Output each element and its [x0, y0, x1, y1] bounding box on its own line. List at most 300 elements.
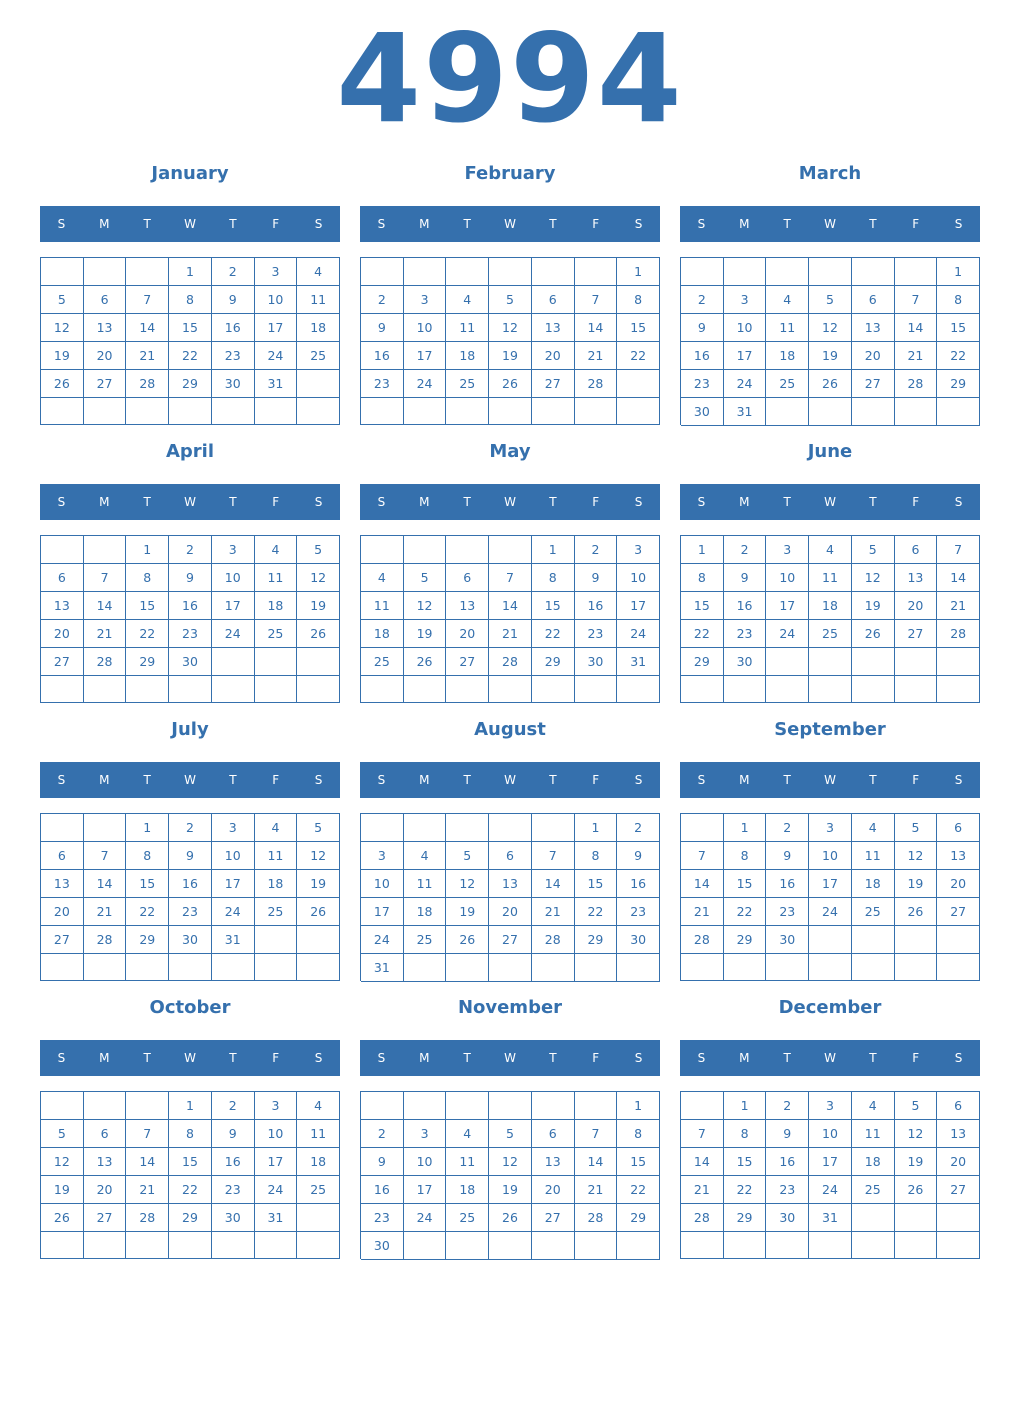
weekday-label: S [377, 217, 386, 231]
day-cell: 11 [404, 870, 447, 898]
day-cell: 15 [724, 1148, 767, 1176]
empty-day-cell [84, 258, 127, 286]
day-cell: 24 [255, 1176, 298, 1204]
day-cell: 21 [84, 620, 127, 648]
day-cell: 25 [404, 926, 447, 954]
empty-day-cell [809, 648, 852, 676]
day-cell: 2 [766, 814, 809, 842]
day-cell: 7 [126, 1120, 169, 1148]
day-cell: 19 [297, 592, 340, 620]
day-cell: 5 [41, 286, 84, 314]
weekday-label: S [634, 773, 643, 787]
day-cell: 12 [809, 314, 852, 342]
day-cell: 6 [937, 1092, 980, 1120]
day-cell: 13 [937, 1120, 980, 1148]
day-cell: 18 [361, 620, 404, 648]
weekday-label: F [272, 773, 280, 787]
empty-day-cell [532, 1092, 575, 1120]
day-cell: 17 [212, 870, 255, 898]
weekday-label: S [697, 495, 706, 509]
empty-day-cell [126, 954, 169, 981]
day-cell: 4 [852, 1092, 895, 1120]
weekday-label: T [783, 217, 791, 231]
day-cell: 9 [724, 564, 767, 592]
day-cell: 5 [489, 286, 532, 314]
day-cell: 1 [169, 258, 212, 286]
day-cell: 30 [617, 926, 660, 954]
day-cell: 19 [489, 1176, 532, 1204]
day-cell: 21 [126, 1176, 169, 1204]
day-cell: 20 [852, 342, 895, 370]
weekday-label: M [739, 495, 750, 509]
empty-day-cell [126, 398, 169, 425]
month-name: July [171, 719, 209, 740]
empty-day-cell [404, 398, 447, 425]
empty-day-cell [446, 258, 489, 286]
weekday-label: T [463, 217, 471, 231]
day-cell: 24 [766, 620, 809, 648]
day-cell: 27 [852, 370, 895, 398]
month-name: September [774, 719, 886, 740]
day-cell: 7 [937, 536, 980, 564]
day-cell: 26 [895, 1176, 938, 1204]
weekday-label: W [504, 773, 516, 787]
day-cell: 18 [255, 592, 298, 620]
day-cell: 10 [766, 564, 809, 592]
empty-day-cell [255, 954, 298, 981]
empty-day-cell [84, 814, 127, 842]
day-cell: 2 [361, 286, 404, 314]
day-cell: 14 [681, 1148, 724, 1176]
empty-day-cell [489, 1092, 532, 1120]
day-grid [360, 257, 660, 425]
day-cell: 22 [724, 1176, 767, 1204]
day-cell: 20 [937, 1148, 980, 1176]
day-cell: 3 [212, 814, 255, 842]
day-cell: 17 [404, 342, 447, 370]
day-cell: 10 [361, 870, 404, 898]
empty-day-cell [489, 398, 532, 425]
day-cell: 18 [766, 342, 809, 370]
empty-day-cell [446, 398, 489, 425]
day-cell: 23 [212, 342, 255, 370]
day-cell: 19 [41, 342, 84, 370]
weekday-label: M [99, 1051, 110, 1065]
day-cell: 9 [169, 564, 212, 592]
empty-day-cell [489, 676, 532, 703]
day-cell: 14 [895, 314, 938, 342]
day-cell: 11 [852, 1120, 895, 1148]
empty-day-cell [41, 258, 84, 286]
empty-day-cell [809, 954, 852, 981]
day-cell: 20 [937, 870, 980, 898]
day-cell: 26 [41, 370, 84, 398]
empty-day-cell [766, 1232, 809, 1259]
day-cell: 14 [489, 592, 532, 620]
day-cell: 6 [937, 814, 980, 842]
day-cell: 11 [852, 842, 895, 870]
day-cell: 19 [809, 342, 852, 370]
day-cell: 24 [361, 926, 404, 954]
day-grid [680, 813, 980, 981]
day-grid [360, 1091, 660, 1259]
day-cell: 6 [852, 286, 895, 314]
weekday-label: W [184, 495, 196, 509]
day-cell: 27 [41, 926, 84, 954]
day-cell: 20 [532, 342, 575, 370]
empty-day-cell [126, 1232, 169, 1259]
day-cell: 23 [766, 898, 809, 926]
empty-day-cell [852, 926, 895, 954]
day-cell: 23 [169, 620, 212, 648]
empty-day-cell [169, 954, 212, 981]
weekday-label: S [314, 1051, 323, 1065]
empty-day-cell [404, 814, 447, 842]
empty-day-cell [84, 536, 127, 564]
day-cell: 17 [809, 870, 852, 898]
day-cell: 3 [404, 1120, 447, 1148]
year-title: 4994 [336, 8, 684, 150]
weekday-label: T [869, 217, 877, 231]
weekday-label: T [783, 1051, 791, 1065]
day-cell: 30 [169, 926, 212, 954]
day-cell: 27 [937, 898, 980, 926]
weekday-label: M [739, 773, 750, 787]
empty-day-cell [532, 258, 575, 286]
empty-day-cell [404, 1092, 447, 1120]
day-cell: 20 [41, 898, 84, 926]
day-cell: 2 [617, 814, 660, 842]
day-cell: 4 [361, 564, 404, 592]
day-cell: 14 [126, 1148, 169, 1176]
weekday-header [360, 206, 660, 242]
weekday-header [680, 762, 980, 798]
empty-day-cell [361, 676, 404, 703]
weekday-label: F [912, 1051, 920, 1065]
empty-day-cell [297, 370, 340, 398]
empty-day-cell [297, 926, 340, 954]
weekday-label: F [592, 217, 600, 231]
day-cell: 22 [724, 898, 767, 926]
empty-day-cell [169, 1232, 212, 1259]
empty-day-cell [575, 398, 618, 425]
day-cell: 30 [212, 1204, 255, 1232]
day-cell: 25 [852, 1176, 895, 1204]
empty-day-cell [617, 954, 660, 982]
day-cell: 12 [41, 1148, 84, 1176]
day-cell: 7 [681, 842, 724, 870]
empty-day-cell [895, 676, 938, 703]
day-cell: 15 [169, 314, 212, 342]
weekday-header [40, 484, 340, 520]
weekday-label: W [184, 773, 196, 787]
empty-day-cell [84, 398, 127, 425]
weekday-label: T [869, 773, 877, 787]
day-cell: 27 [84, 1204, 127, 1232]
empty-day-cell [361, 536, 404, 564]
day-cell: 2 [681, 286, 724, 314]
empty-day-cell [532, 676, 575, 703]
month-name: June [807, 441, 853, 462]
empty-day-cell [937, 926, 980, 954]
weekday-label: M [99, 217, 110, 231]
day-cell: 8 [126, 564, 169, 592]
day-cell: 5 [895, 814, 938, 842]
day-cell: 8 [724, 842, 767, 870]
day-cell: 12 [489, 314, 532, 342]
day-cell: 15 [617, 314, 660, 342]
day-cell: 22 [617, 342, 660, 370]
day-cell: 19 [852, 592, 895, 620]
day-cell: 17 [724, 342, 767, 370]
month-name: August [474, 719, 546, 740]
weekday-header [40, 1040, 340, 1076]
day-cell: 4 [446, 1120, 489, 1148]
day-cell: 12 [446, 870, 489, 898]
empty-day-cell [212, 954, 255, 981]
weekday-label: T [143, 217, 151, 231]
day-cell: 4 [255, 536, 298, 564]
empty-day-cell [255, 1232, 298, 1259]
weekday-label: S [634, 495, 643, 509]
day-cell: 9 [617, 842, 660, 870]
day-grid [40, 535, 340, 703]
day-cell: 27 [446, 648, 489, 676]
day-grid [40, 257, 340, 425]
empty-day-cell [404, 536, 447, 564]
month-name: November [457, 997, 563, 1018]
weekday-label: S [57, 1051, 66, 1065]
empty-day-cell [361, 258, 404, 286]
day-cell: 24 [404, 370, 447, 398]
empty-day-cell [575, 676, 618, 703]
empty-day-cell [297, 676, 340, 703]
empty-day-cell [41, 814, 84, 842]
day-cell: 27 [84, 370, 127, 398]
day-cell: 21 [489, 620, 532, 648]
empty-day-cell [84, 954, 127, 981]
day-cell: 20 [41, 620, 84, 648]
day-cell: 18 [852, 870, 895, 898]
empty-day-cell [41, 1092, 84, 1120]
day-cell: 5 [404, 564, 447, 592]
empty-day-cell [575, 1232, 618, 1260]
day-cell: 17 [361, 898, 404, 926]
empty-day-cell [852, 398, 895, 426]
weekday-label: T [549, 217, 557, 231]
weekday-label: W [504, 217, 516, 231]
day-cell: 5 [852, 536, 895, 564]
weekday-header [40, 762, 340, 798]
empty-day-cell [937, 954, 980, 981]
day-cell: 22 [575, 898, 618, 926]
day-cell: 26 [297, 898, 340, 926]
empty-day-cell [489, 1232, 532, 1260]
empty-day-cell [404, 1232, 447, 1260]
weekday-label: T [229, 1051, 237, 1065]
day-cell: 16 [681, 342, 724, 370]
day-cell: 13 [895, 564, 938, 592]
day-cell: 17 [404, 1176, 447, 1204]
day-cell: 27 [895, 620, 938, 648]
empty-day-cell [41, 676, 84, 703]
day-cell: 13 [446, 592, 489, 620]
empty-day-cell [681, 258, 724, 286]
empty-day-cell [766, 676, 809, 703]
weekday-label: S [57, 495, 66, 509]
day-cell: 19 [297, 870, 340, 898]
day-cell: 4 [404, 842, 447, 870]
day-cell: 12 [297, 842, 340, 870]
day-cell: 8 [575, 842, 618, 870]
day-cell: 14 [575, 314, 618, 342]
day-cell: 30 [575, 648, 618, 676]
empty-day-cell [809, 258, 852, 286]
weekday-label: F [592, 1051, 600, 1065]
day-cell: 12 [489, 1148, 532, 1176]
day-cell: 26 [446, 926, 489, 954]
day-cell: 17 [255, 314, 298, 342]
weekday-label: M [419, 217, 430, 231]
weekday-label: M [739, 1051, 750, 1065]
day-cell: 27 [532, 1204, 575, 1232]
day-cell: 28 [575, 370, 618, 398]
empty-day-cell [809, 1232, 852, 1259]
empty-day-cell [852, 1232, 895, 1259]
day-cell: 3 [724, 286, 767, 314]
empty-day-cell [895, 1232, 938, 1259]
empty-day-cell [937, 676, 980, 703]
day-cell: 25 [361, 648, 404, 676]
day-cell: 22 [126, 898, 169, 926]
empty-day-cell [446, 676, 489, 703]
weekday-label: T [229, 495, 237, 509]
day-cell: 12 [895, 842, 938, 870]
day-cell: 25 [255, 620, 298, 648]
day-cell: 6 [446, 564, 489, 592]
day-cell: 24 [617, 620, 660, 648]
month-name: March [798, 163, 862, 184]
day-cell: 25 [809, 620, 852, 648]
empty-day-cell [532, 954, 575, 982]
day-cell: 18 [809, 592, 852, 620]
day-cell: 28 [575, 1204, 618, 1232]
day-cell: 19 [446, 898, 489, 926]
weekday-label: T [549, 1051, 557, 1065]
day-cell: 14 [575, 1148, 618, 1176]
day-cell: 25 [766, 370, 809, 398]
day-cell: 11 [255, 564, 298, 592]
day-cell: 4 [297, 1092, 340, 1120]
day-cell: 14 [84, 870, 127, 898]
day-cell: 13 [84, 1148, 127, 1176]
day-cell: 5 [809, 286, 852, 314]
day-cell: 6 [84, 286, 127, 314]
weekday-label: M [99, 773, 110, 787]
day-cell: 23 [681, 370, 724, 398]
day-cell: 14 [84, 592, 127, 620]
day-cell: 28 [126, 1204, 169, 1232]
day-cell: 8 [681, 564, 724, 592]
weekday-label: T [143, 1051, 151, 1065]
empty-day-cell [126, 258, 169, 286]
day-cell: 12 [41, 314, 84, 342]
empty-day-cell [84, 1232, 127, 1259]
empty-day-cell [852, 648, 895, 676]
day-cell: 21 [575, 1176, 618, 1204]
day-cell: 12 [895, 1120, 938, 1148]
empty-day-cell [84, 676, 127, 703]
day-cell: 18 [404, 898, 447, 926]
empty-day-cell [212, 398, 255, 425]
day-cell: 11 [361, 592, 404, 620]
day-cell: 1 [126, 536, 169, 564]
empty-day-cell [41, 398, 84, 425]
day-cell: 12 [852, 564, 895, 592]
empty-day-cell [681, 1092, 724, 1120]
day-cell: 13 [41, 592, 84, 620]
day-cell: 23 [575, 620, 618, 648]
day-cell: 6 [84, 1120, 127, 1148]
day-cell: 16 [169, 870, 212, 898]
day-cell: 11 [446, 1148, 489, 1176]
day-cell: 1 [575, 814, 618, 842]
day-cell: 16 [766, 1148, 809, 1176]
empty-day-cell [297, 648, 340, 676]
empty-day-cell [255, 926, 298, 954]
day-cell: 3 [255, 258, 298, 286]
empty-day-cell [255, 676, 298, 703]
empty-day-cell [446, 954, 489, 982]
day-cell: 20 [532, 1176, 575, 1204]
empty-day-cell [724, 1232, 767, 1259]
day-cell: 21 [937, 592, 980, 620]
day-cell: 5 [297, 536, 340, 564]
weekday-label: S [314, 217, 323, 231]
day-cell: 15 [575, 870, 618, 898]
day-cell: 26 [404, 648, 447, 676]
empty-day-cell [766, 648, 809, 676]
empty-day-cell [937, 398, 980, 426]
day-cell: 10 [809, 1120, 852, 1148]
day-cell: 9 [361, 314, 404, 342]
month-name: December [778, 997, 882, 1018]
weekday-label: W [504, 1051, 516, 1065]
empty-day-cell [937, 1204, 980, 1232]
weekday-label: T [143, 773, 151, 787]
day-cell: 9 [361, 1148, 404, 1176]
day-cell: 30 [724, 648, 767, 676]
empty-day-cell [361, 814, 404, 842]
day-cell: 11 [446, 314, 489, 342]
weekday-label: W [824, 1051, 836, 1065]
day-cell: 15 [724, 870, 767, 898]
day-cell: 16 [575, 592, 618, 620]
weekday-label: S [377, 495, 386, 509]
weekday-label: F [272, 217, 280, 231]
day-cell: 19 [895, 870, 938, 898]
day-grid [360, 535, 660, 703]
day-cell: 20 [489, 898, 532, 926]
day-cell: 18 [852, 1148, 895, 1176]
month-name: February [464, 163, 556, 184]
day-grid [680, 1091, 980, 1259]
day-cell: 5 [446, 842, 489, 870]
weekday-label: T [783, 773, 791, 787]
empty-day-cell [404, 258, 447, 286]
day-cell: 1 [617, 1092, 660, 1120]
weekday-label: S [697, 1051, 706, 1065]
